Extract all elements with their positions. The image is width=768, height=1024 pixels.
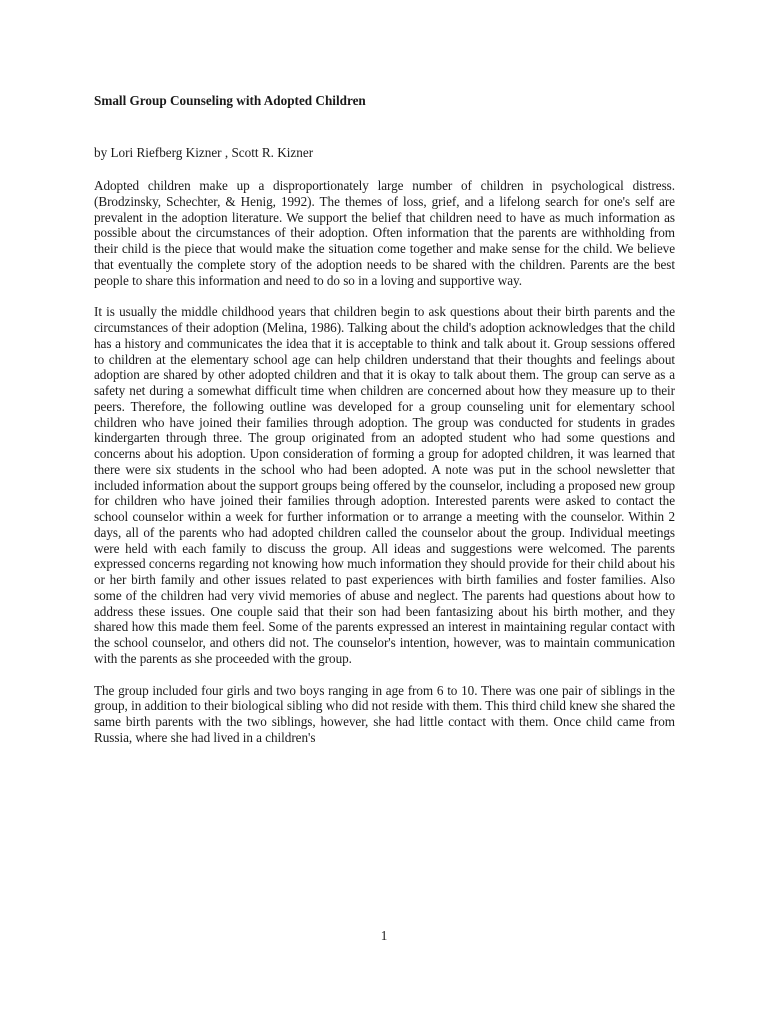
- document-page: [94, 92, 675, 762]
- document-byline: by Lori Riefberg Kizner , Scott R. Kizner: [94, 145, 314, 160]
- paragraph-intro: Adopted children make up a disproportionately large number of children in psychological distress. (Brodzinsky, Schechter, & Henig, 1992). The themes of loss, grief, and a lifelong search for one's self are prevalent in the adoption literature. We support the belief that children need to have as much information as possible about the circumstances of their adoption. Often information that the parents are withholding from their child is the piece that would make the situation come together and make sense for the child. We believe that eventually the complete story of the adoption needs to be shared with the children. Parents are the best people to share this information and need to do so in a loving and supportive way.: [94, 178, 675, 288]
- document-title: Small Group Counseling with Adopted Children: [94, 93, 366, 108]
- paragraph-group-members: The group included four girls and two boys ranging in age from 6 to 10. There was one pair of siblings in the group, in addition to their biological sibling who did not reside with them. This third child knew she shared the same birth parents with the two siblings, however, she had little contact with them. Once child came from Russia, where she had lived in a children's: [94, 682, 675, 745]
- page-number: 1: [380, 928, 388, 943]
- paragraph-middle-childhood: It is usually the middle childhood years that children begin to ask questions about their birth parents and the circumstances of their adoption (Melina, 1986). Talking about the child's adoption acknowledges that the child has a history and communicates the idea that it is acceptable to think and talk about it. Group sessions offered to children at the elementary school age can help children understand that their thoughts and feelings about adoption are shared by other adopted children and that it is okay to talk about them. The group can serve as a safety net during a somewhat difficult time when children are concerned about how they measure up to their peers. Therefore, the following outline was developed for a group counseling unit for elementary school children who have joined their families through adoption. The group was conducted for students in grades kindergarten through three. The group originated from an adopted student who had some questions and concerns about his adoption. Upon consideration of forming a group for adopted children, it was learned that there were six students in the school who had been adopted. A note was put in the school newsletter that included information about the support groups being offered by the counselor, including a proposed new group for children who have joined their families through adoption. Interested parents were asked to contact the school counselor within a week for further information or to arrange a meeting with the counselor. Within 2 days, all of the parents who had adopted children called the counselor about the group. Individual meetings were held with each family to discuss the group. All ideas and suggestions were welcomed. The parents expressed concerns regarding not knowing how much information they should provide for their child about his or her birth family and other issues related to past experiences with birth families and foster families. Also some of the children had very vivid memories of abuse and neglect. The parents had questions about how to address these issues. One couple said that their son had been fantasizing about his birth mother, and they shared how this made them feel. Some of the parents expressed an interest in maintaining regular contact with the school counselor, and others did not. The counselor's intention, however, was to maintain communication with the parents as she proceeded with the group.: [94, 304, 675, 666]
